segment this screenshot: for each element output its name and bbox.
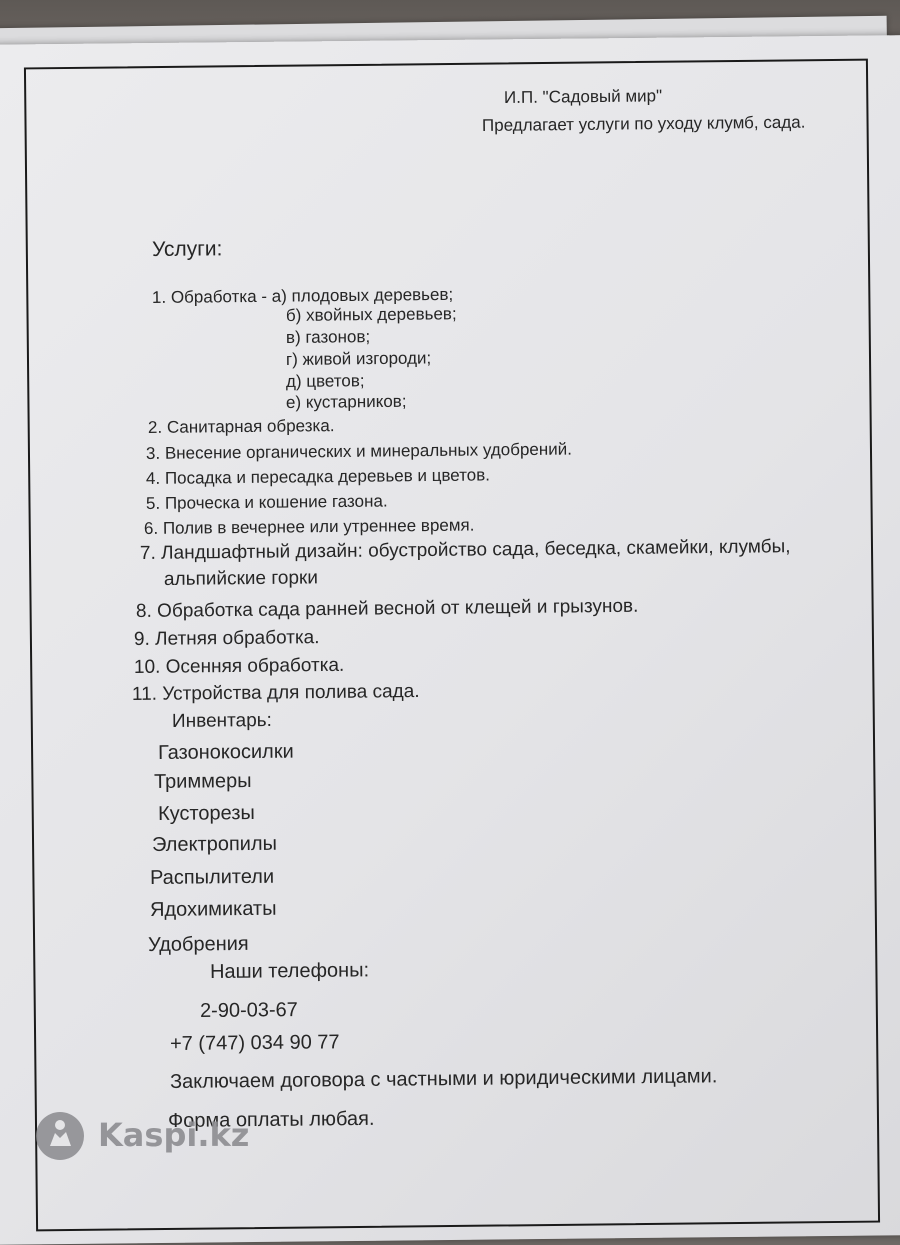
service-item: 11. Устройства для полива сада. bbox=[131, 680, 420, 705]
inventory-item: Удобрения bbox=[147, 932, 249, 956]
inventory-title: Инвентарь: bbox=[171, 709, 272, 732]
service-item: 4. Посадка и пересадка деревьев и цветов. bbox=[145, 465, 491, 488]
phone-number: +7 (747) 034 90 77 bbox=[169, 1031, 340, 1055]
tagline: Предлагает услуги по уходу клумб, сада. bbox=[481, 112, 806, 135]
service-item: 7. Ландшафтный дизайн: обустройство сада, беседка, скамейки, клумбы, bbox=[139, 536, 791, 564]
service-item: 3. Внесение органических и минеральных удобрений. bbox=[145, 439, 573, 463]
service-item-continued: альпийские горки bbox=[163, 567, 319, 590]
service-item-1: 1. Обработка - а) плодовых деревьев; bbox=[151, 284, 454, 307]
service-subitem: б) хвойных деревьев; bbox=[285, 304, 457, 325]
inventory-item: Газонокосилки bbox=[157, 740, 294, 764]
service-subitem: д) цветов; bbox=[285, 371, 365, 391]
service-item: 9. Летняя обработка. bbox=[133, 627, 320, 650]
kaspi-logo-icon bbox=[36, 1112, 84, 1160]
contract-note: Заключаем договора с частными и юридическими лицами. bbox=[169, 1065, 718, 1093]
service-subitem: в) газонов; bbox=[285, 327, 371, 347]
contacts-title: Наши телефоны: bbox=[209, 959, 370, 983]
kaspi-logo-text: Kaspi.kz bbox=[98, 1116, 250, 1154]
service-item: 5. Проческа и кошение газона. bbox=[145, 491, 388, 513]
payment-note: Форма оплаты любая. bbox=[167, 1107, 375, 1132]
service-item: 10. Осенняя обработка. bbox=[133, 654, 345, 678]
phone-number: 2-90-03-67 bbox=[199, 998, 298, 1022]
inventory-item: Электропилы bbox=[151, 832, 278, 856]
service-subitem: е) кустарников; bbox=[285, 391, 407, 412]
inventory-item: Распылители bbox=[149, 865, 275, 889]
service-item: 6. Полив в вечернее или утреннее время. bbox=[143, 515, 475, 538]
inventory-item: Триммеры bbox=[153, 769, 252, 793]
service-item: 8. Обработка сада ранней весной от клещей и грызунов. bbox=[135, 595, 639, 622]
inventory-item: Кусторезы bbox=[157, 801, 255, 825]
company-name: И.П. "Садовый мир" bbox=[503, 86, 663, 107]
inventory-item: Ядохимикаты bbox=[149, 897, 277, 921]
services-title: Услуги: bbox=[151, 237, 223, 261]
kaspi-watermark bbox=[36, 1110, 266, 1160]
service-subitem: г) живой изгороди; bbox=[285, 348, 432, 369]
service-item: 2. Санитарная обрезка. bbox=[147, 416, 335, 437]
